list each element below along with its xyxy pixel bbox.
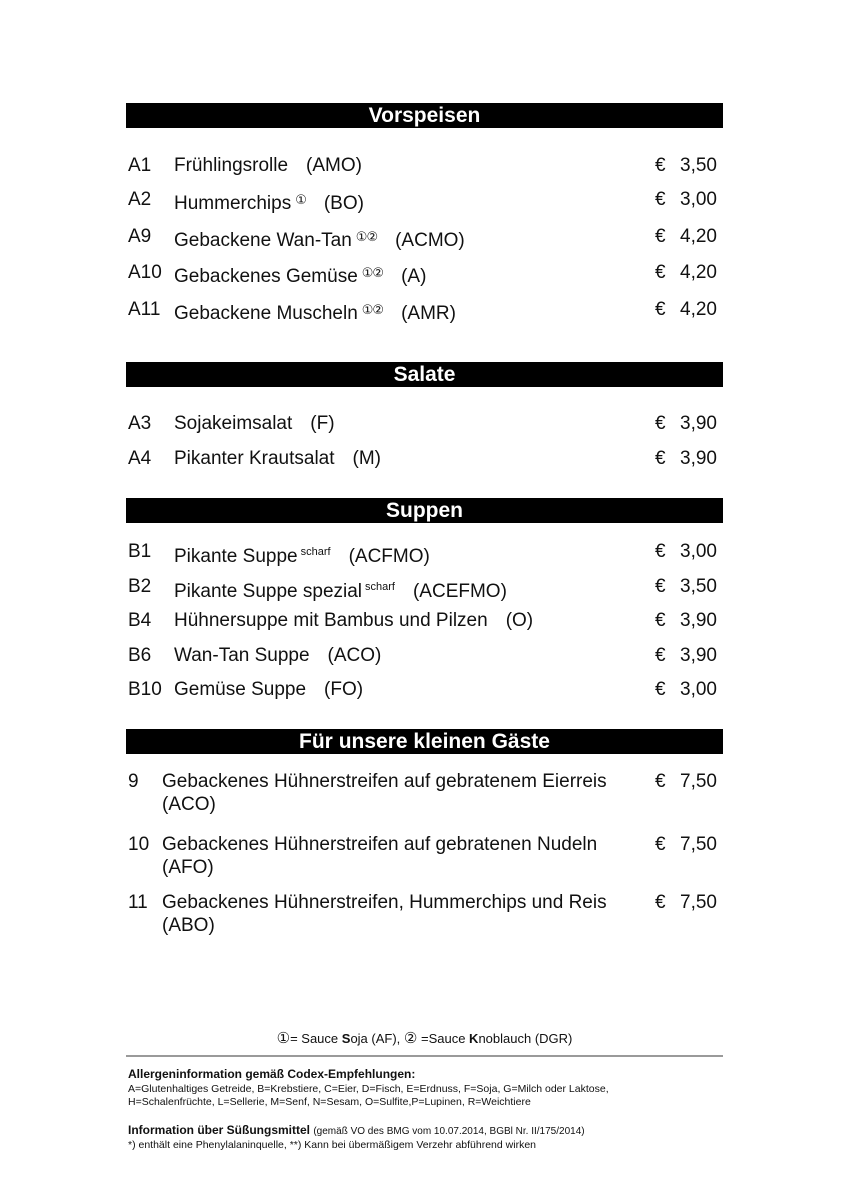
item-name: Gebackene Wan-Tan ①② (ACMO) xyxy=(174,229,465,251)
menu-item xyxy=(128,187,719,213)
item-price: 7,50 xyxy=(680,771,717,792)
allergen-codes: (ACO) xyxy=(162,794,216,815)
currency-symbol: € xyxy=(655,645,666,666)
allergen-codes: (ACO) xyxy=(327,645,382,666)
currency-symbol: € xyxy=(655,413,666,434)
item-price: 3,00 xyxy=(680,189,717,210)
item-name: Sojakeimsalat (F) xyxy=(174,413,335,434)
sauce-mark: ①② xyxy=(361,302,384,317)
item-name: Pikante Suppe $^{scharf}$ (ACFMO) xyxy=(174,546,430,567)
item-name: Hühnersuppe mit Bambus und Pilzen (O) xyxy=(174,610,534,631)
item-name: Frühlingsrolle (AMO) xyxy=(174,155,362,176)
allergen-codes: (O) xyxy=(505,610,534,631)
allergen-codes: (M) xyxy=(352,448,382,469)
section-header-kinder: Für unsere kleinen Gäste xyxy=(126,729,723,754)
allergen-codes: (AFO) xyxy=(162,857,214,878)
allergen-info-title: Allergeninformation gemäß Codex-Empfehlungen: xyxy=(128,1067,416,1081)
item-price: 3,50 xyxy=(680,576,717,597)
currency-symbol: € xyxy=(655,576,666,597)
section-header-suppen: Suppen xyxy=(126,498,723,523)
item-name: Hummerchips ① (BO) xyxy=(174,192,364,214)
item-price: 4,20 xyxy=(680,299,717,320)
item-code: A11 xyxy=(128,299,161,320)
currency-symbol: € xyxy=(655,299,666,320)
item-code: A1 xyxy=(128,155,152,176)
item-code: A2 xyxy=(128,189,152,210)
allergen-codes: (F) xyxy=(310,413,335,434)
sweetener-info-text: *) enthält eine Phenylalaninquelle, **) Kann bei übermäßigem Verzehr abführend wirken xyxy=(128,1139,536,1151)
item-code: 11 xyxy=(128,892,148,913)
menu-item xyxy=(128,446,719,472)
currency-symbol: € xyxy=(655,771,666,792)
item-price: 3,00 xyxy=(680,679,717,700)
sauce-legend: ①= Sauce Soja (AF), ② =Sauce Knoblauch (DGR) xyxy=(276,1030,573,1047)
item-price: 7,50 xyxy=(680,892,717,913)
item-code: 9 xyxy=(128,771,139,792)
allergen-codes: (AMO) xyxy=(306,155,362,176)
sauce-mark: ① xyxy=(295,192,306,207)
item-price: 3,90 xyxy=(680,645,717,666)
section-header-salate: Salate xyxy=(126,362,723,387)
item-name: Gebackenes Hühnerstreifen auf gebratenen Nudeln (AFO) xyxy=(162,834,598,878)
allergen-codes: (ACEFMO) xyxy=(412,581,507,602)
menu-item xyxy=(128,297,719,323)
menu-item xyxy=(128,224,719,250)
menu-item xyxy=(128,608,719,634)
sauce-mark: ①② xyxy=(355,229,378,244)
sweetener-info-title: Information über Süßungsmittel (gemäß VO des BMG vom 10.07.2014, BGBl Nr. II/175/2014) xyxy=(128,1123,585,1137)
item-price: 3,00 xyxy=(680,541,717,562)
currency-symbol: € xyxy=(655,541,666,562)
item-code: B2 xyxy=(128,576,152,597)
item-code: B6 xyxy=(128,645,152,666)
item-name: Pikante Suppe spezial $^{scharf}$ (ACEFMO) xyxy=(174,581,507,602)
item-code: B4 xyxy=(128,610,152,631)
sauce-mark: ①② xyxy=(361,265,384,280)
item-price: 7,50 xyxy=(680,834,717,855)
item-code: A10 xyxy=(128,262,162,283)
currency-symbol: € xyxy=(655,155,666,176)
item-code: A3 xyxy=(128,413,152,434)
divider xyxy=(126,1055,723,1057)
item-code: A4 xyxy=(128,448,152,469)
currency-symbol: € xyxy=(655,679,666,700)
item-price: 3,90 xyxy=(680,448,717,469)
menu-item xyxy=(128,260,719,286)
currency-symbol: € xyxy=(655,226,666,247)
menu-item xyxy=(128,677,719,703)
sauce-mark-1: ① xyxy=(276,1030,291,1047)
menu-item xyxy=(128,643,719,669)
item-name: Gebackenes Hühnerstreifen, Hummerchips und Reis (ABO) xyxy=(162,892,607,936)
allergen-codes: (ACFMO) xyxy=(348,546,430,567)
item-name: Gemüse Suppe (FO) xyxy=(174,679,364,700)
allergen-codes: (ABO) xyxy=(162,915,215,936)
item-price: 4,20 xyxy=(680,226,717,247)
item-price: 4,20 xyxy=(680,262,717,283)
currency-symbol: € xyxy=(655,834,666,855)
sauce-mark-2: ② xyxy=(403,1030,418,1047)
item-price: 3,50 xyxy=(680,155,717,176)
allergen-codes: (A) xyxy=(401,266,427,287)
menu-item xyxy=(128,574,719,600)
item-price: 3,90 xyxy=(680,610,717,631)
allergen-codes: (FO) xyxy=(324,679,364,700)
allergen-info-text: A=Glutenhaltiges Getreide, B=Krebstiere, C=Eier, D=Fisch, E=Erdnuss, F=Soja, G=Milch oder Laktose, H=Schalenfrüchte, L=Sellerie, M=Senf, N=Sesam, O=Sulfite,P=Lupinen, R=Weichtiere xyxy=(128,1083,609,1108)
item-name: Pikanter Krautsalat (M) xyxy=(174,448,382,469)
item-code: A9 xyxy=(128,226,152,247)
item-name: Gebackenes Gemüse ①② (A) xyxy=(174,265,427,287)
allergen-codes: (ACMO) xyxy=(395,230,465,251)
section-header-vorspeisen: Vorspeisen xyxy=(126,103,723,128)
currency-symbol: € xyxy=(655,448,666,469)
item-code: B1 xyxy=(128,541,152,562)
menu-item xyxy=(128,153,719,179)
menu-item xyxy=(128,539,719,565)
item-name: Wan-Tan Suppe (ACO) xyxy=(174,645,382,666)
spicy-note: scharf xyxy=(365,581,395,593)
currency-symbol: € xyxy=(655,892,666,913)
item-name: Gebackene Muscheln ①② (AMR) xyxy=(174,302,456,324)
spicy-note: scharf xyxy=(300,546,331,558)
allergen-codes: (BO) xyxy=(323,193,364,214)
item-name: Gebackenes Hühnerstreifen auf gebratenem Eierreis (ACO) xyxy=(162,771,607,815)
item-price: 3,90 xyxy=(680,413,717,434)
item-code: 10 xyxy=(128,834,150,855)
currency-symbol: € xyxy=(655,189,666,210)
menu-item xyxy=(128,411,719,437)
item-code: B10 xyxy=(128,679,162,700)
currency-symbol: € xyxy=(655,610,666,631)
currency-symbol: € xyxy=(655,262,666,283)
allergen-codes: (AMR) xyxy=(401,303,456,324)
